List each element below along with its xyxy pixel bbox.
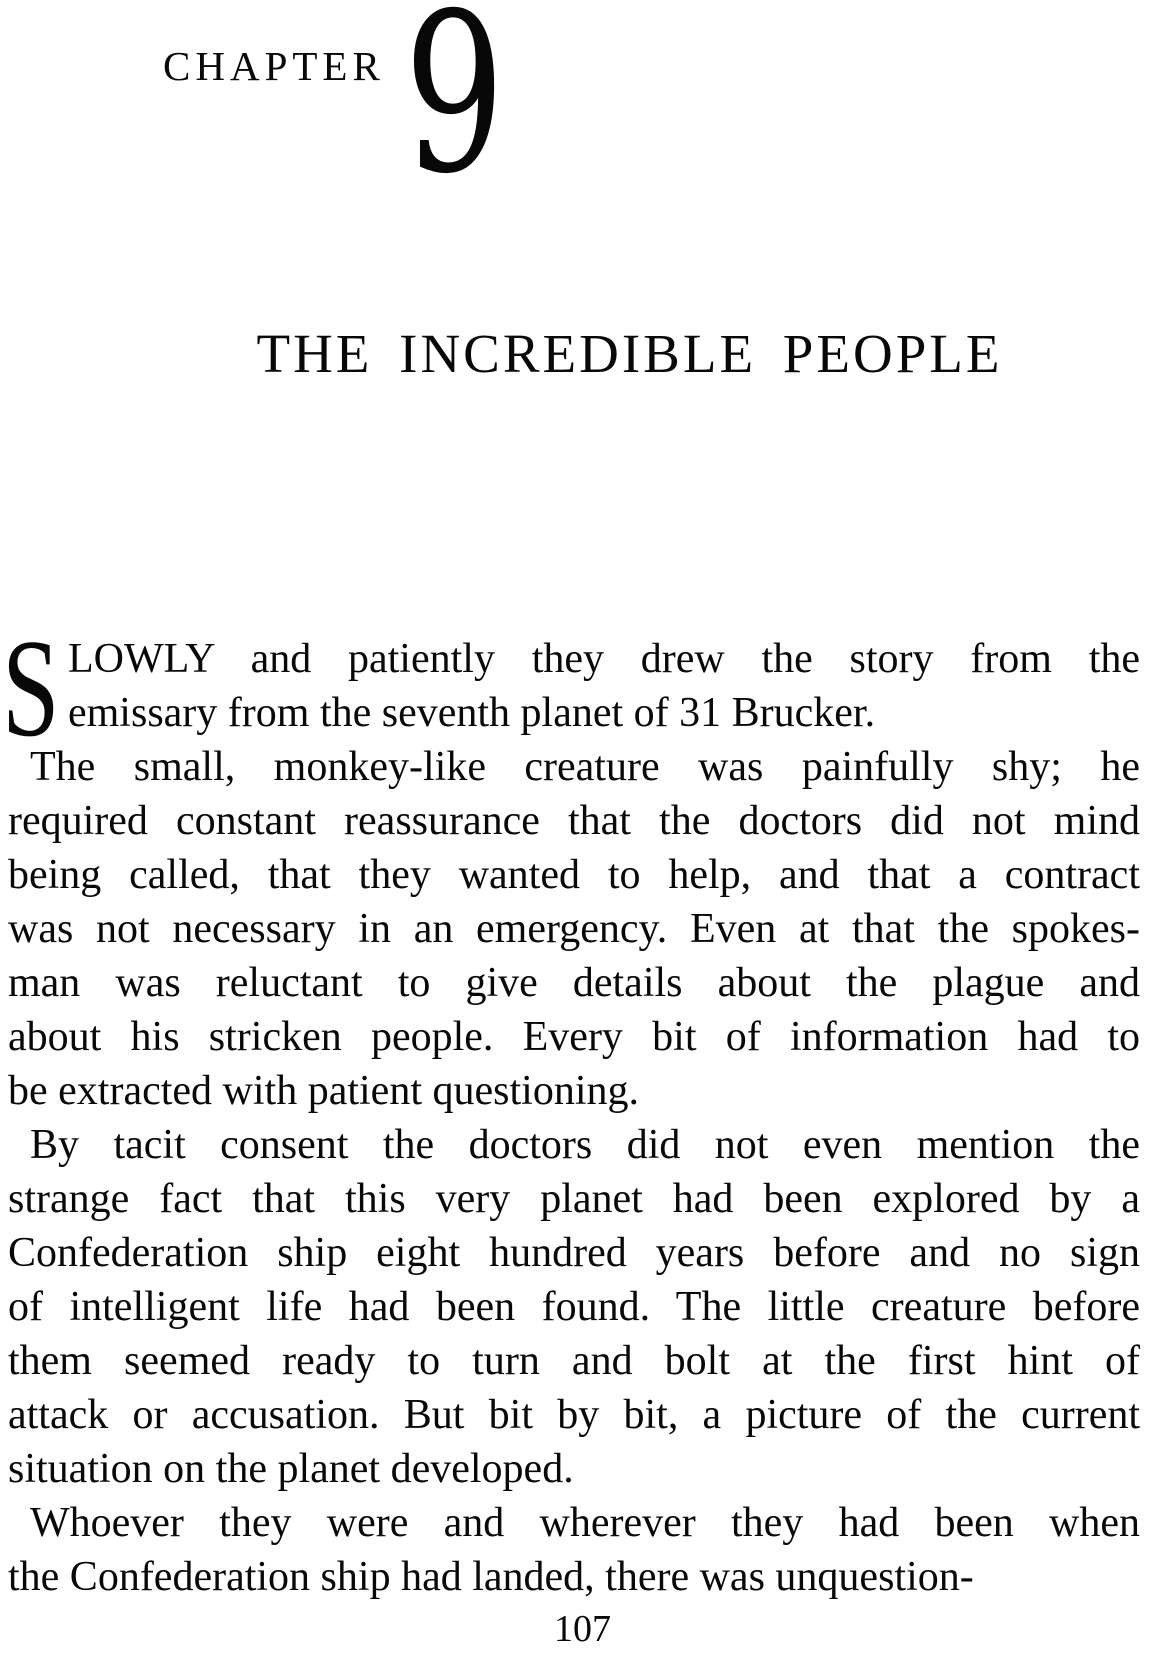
text-line: be extracted with patient questioning. [8, 1068, 639, 1114]
text-line: Whoever they were and wherever they had been when [30, 1500, 1140, 1546]
chapter-label: CHAPTER [163, 43, 385, 89]
text-line: being called, that they wanted to help, and that a contract [8, 852, 1140, 898]
text-line: the Confederation ship had landed, there was unquestion- [8, 1554, 974, 1600]
paragraph [8, 740, 1140, 1118]
text-line: was not necessary in an emergency. Even at that the spokes- [8, 906, 1140, 952]
drop-cap: S [2, 611, 60, 766]
text-line: The small, monkey-like creature was painfully shy; he [30, 744, 1140, 790]
text-line: them seemed ready to turn and bolt at the first hint of [8, 1338, 1140, 1384]
text-line: LOWLY and patiently they drew the story from the [68, 636, 1140, 682]
text-line: attack or accusation. But bit by bit, a picture of the current [8, 1392, 1140, 1438]
chapter-title: THE INCREDIBLE PEOPLE [256, 323, 1003, 384]
text-line: By tacit consent the doctors did not even mention the [30, 1122, 1140, 1168]
text-line: required constant reassurance that the doctors did not mind [8, 798, 1140, 844]
text-line: situation on the planet developed. [8, 1446, 574, 1492]
text-line: man was reluctant to give details about the plague and [8, 960, 1140, 1006]
paragraph [8, 1496, 1140, 1604]
paragraph [8, 1118, 1140, 1496]
text-line: strange fact that this very planet had been explored by a [8, 1176, 1140, 1222]
text-line: Confederation ship eight hundred years before and no sign [8, 1230, 1140, 1276]
paragraph [2, 611, 1140, 766]
page-number: 107 [554, 1608, 611, 1650]
text-line: emissary from the seventh planet of 31 Brucker. [68, 690, 876, 736]
text-line: about his stricken people. Every bit of information had to [8, 1014, 1140, 1060]
body-text [2, 611, 1140, 1604]
text-line: of intelligent life had been found. The little creature before [8, 1284, 1140, 1330]
chapter-number: 9 [404, 0, 505, 222]
